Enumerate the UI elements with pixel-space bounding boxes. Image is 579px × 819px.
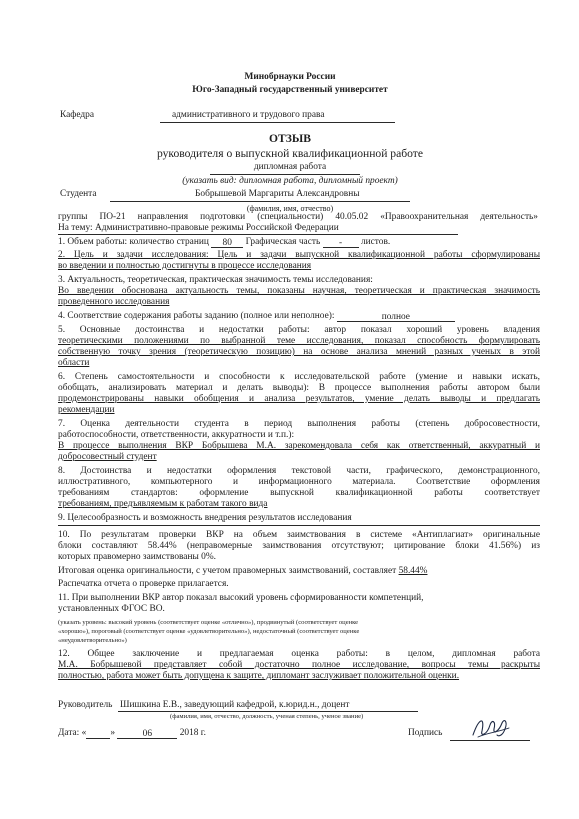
- item-8-line-1: 8. Достоинства и недостатки оформления текстовой части, графического, демонстрационного,: [58, 466, 540, 476]
- item-6-line-4: рекомендации: [58, 405, 115, 415]
- supervisor-hint: (фамилия, имя, отчество, должность, ученая степень, ученое звание): [170, 713, 364, 720]
- university-name: Юго-Западный государственный университет: [192, 85, 388, 95]
- supervisor-value: Шишкина Е.В., заведующий кафедрой, к.юрид.н., доцент: [120, 700, 350, 710]
- student-label: Студента: [60, 189, 97, 199]
- date-day: [86, 729, 110, 739]
- item-11-hint-line-3: «неудовлетворительно»): [58, 637, 127, 644]
- document-title: ОТЗЫВ: [269, 132, 311, 145]
- item-8-line-2: иллюстративного, компьютерного и информационного материала. Соответствие оформления: [58, 477, 540, 487]
- item-9-underline: [58, 525, 540, 526]
- sheets-label: листов.: [360, 237, 391, 247]
- item-5-line-2: теоретическими положениями по выбранной теме исследования, показал способность формулировать: [58, 336, 540, 346]
- item-7-line-3: В процессе выполнения ВКР Бобрышева М.А. зарекомендовала себя как ответственный, аккуратный и: [58, 441, 540, 451]
- item-1: [58, 237, 390, 248]
- item-9: 9. Целесообразность и возможность внедрения результатов исследования: [58, 513, 352, 523]
- printout-note: Распечатка отчета о проверке прилагается.: [58, 579, 229, 589]
- item-8-line-4: требованиям, предъявляемым к работам такого вида: [58, 499, 268, 509]
- item-3-line-3: проведенного исследования: [58, 297, 170, 307]
- graphics-label: Графическая часть: [245, 237, 321, 247]
- item-7-line-4: добросовестный студент: [58, 452, 157, 462]
- item-3-line-2: Во введении обоснована актуальность темы, показаны научная, теоретическая и практическая значимость: [58, 286, 540, 296]
- student-underline: [110, 201, 410, 202]
- item-4: [58, 311, 455, 322]
- item-5-line-4: области: [58, 358, 90, 368]
- item-11-line-2: установленных ФГОС ВО.: [58, 604, 165, 614]
- item-11-line-1: 11. При выполнении ВКР автор показал высокий уровень сформированности компетенций,: [58, 593, 424, 603]
- item-5-line-3: собственную точку зрения (теоретическую позицию) на основе анализа мнений разных ученых в этой: [58, 347, 540, 357]
- item-5-line-1: 5. Основные достоинства и недостатки работы: автор показал хороший уровень владения: [58, 325, 540, 335]
- work-type-hint: (указать вид: дипломная работа, дипломный проект): [182, 176, 398, 186]
- date-month: 06: [117, 729, 177, 739]
- item-11-hint-line-1: (указать уровень: высокий уровень (соответствует оценке «отлично»), продвинутый (соответствует оценке: [58, 619, 359, 626]
- item-6-line-2: обобщать, анализировать материал и делать выводы): В процессе выполнения работы автором были: [58, 383, 540, 393]
- work-type: дипломная работа: [253, 162, 327, 172]
- page-count: 80: [211, 238, 243, 248]
- item-6-line-3: продемонстрированы навыки обобщения и анализа результатов, умение делать выводы и предлагать: [58, 394, 540, 404]
- date-label: Дата:: [58, 728, 80, 738]
- work-type-underline: [210, 174, 360, 175]
- graphics-value: -: [323, 238, 359, 248]
- topic-line: На тему: Административно-правовые режимы Российской Федерации: [58, 223, 339, 233]
- student-hint: (фамилия, имя, отчество): [246, 204, 334, 213]
- date-year: 2018 г.: [179, 728, 206, 738]
- signature-label: Подпись: [408, 728, 443, 738]
- date-field: Дата: « » 06 2018 г.: [58, 728, 206, 739]
- item-4-text: 4. Соответствие содержания работы заданию (полное или неполное):: [58, 311, 335, 321]
- originality-line: [58, 566, 427, 577]
- item-8-line-3: требованиям стандартов: оформление выпускной квалификационной работы соответствует: [58, 488, 540, 498]
- item-10-line-3: которых правомерно заимствованы 0%.: [58, 552, 216, 562]
- supervisor-label: Руководитель: [58, 700, 113, 710]
- ministry-name: Минобрнауки России: [244, 72, 336, 82]
- item-7-line-1: 7. Оценка деятельности студента в период выполнения работы (степень добросовестности,: [58, 419, 540, 429]
- department-label: Кафедра: [60, 110, 95, 120]
- item-12-line-3: полностью, работа может быть допущена к защите, дипломант заслуживает положительной оценки.: [58, 671, 460, 681]
- group-line: группы ПО-21 направления подготовки (специальности) 40.05.02 «Правоохранительная деятельность»: [58, 212, 538, 222]
- item-7-line-2: работоспособности, ответственности, аккуратности и т.п.):: [58, 430, 295, 440]
- originality-text: Итоговая оценка оригинальности, с учетом правомерных заимствований, составляет: [58, 566, 397, 576]
- item-11-hint-line-2: «хорошо»), пороговый (соответствует оценке «удовлетворительно»), недостаточный (соответствует оценке: [58, 628, 360, 635]
- topic-underline: [58, 234, 458, 235]
- item-4-value: полное: [337, 312, 455, 322]
- document-subtitle: руководителя о выпускной квалификационной работе: [156, 147, 424, 160]
- item-1-text: 1. Объем работы: количество страниц: [58, 237, 209, 247]
- item-10-line-1: 10. По результатам проверки ВКР на объем заимствования в системе «Антиплагиат» оригинальные: [58, 530, 540, 540]
- handwritten-signature: [470, 714, 512, 740]
- item-6-line-1: 6. Степень самостоятельности и способности к исследовательской работе (умение и навыки искать,: [58, 372, 540, 382]
- item-12-line-2: М.А. Бобрышевой представляет собой достаточно полное исследование, вопросы темы раскрыты: [58, 660, 540, 670]
- item-2-line-2: во введении и полностью достигнуты в процессе исследования: [58, 261, 312, 271]
- originality-value: 58.44%: [398, 566, 428, 576]
- item-2-line-1: 2. Цель и задачи исследования: Цель и задачи выпускной квалификационной работы сформулированы: [58, 250, 540, 260]
- item-10-line-2: блоки составляют 58.44% (неправомерные заимствования отсутствуют; цитирование блоки 41.56%) из: [58, 541, 540, 551]
- department-value: административного и трудового права: [172, 110, 325, 120]
- department-underline: [160, 122, 395, 123]
- signature-underline: [450, 740, 530, 741]
- student-value: Бобрышевой Маргариты Александровны: [195, 189, 360, 199]
- item-12-line-1: 12. Общее заключение и предлагаемая оценка работы: в целом, дипломная работа: [58, 649, 540, 659]
- item-3-line-1: 3. Актуальность, теоретическая, практическая значимость темы исследования:: [58, 275, 373, 285]
